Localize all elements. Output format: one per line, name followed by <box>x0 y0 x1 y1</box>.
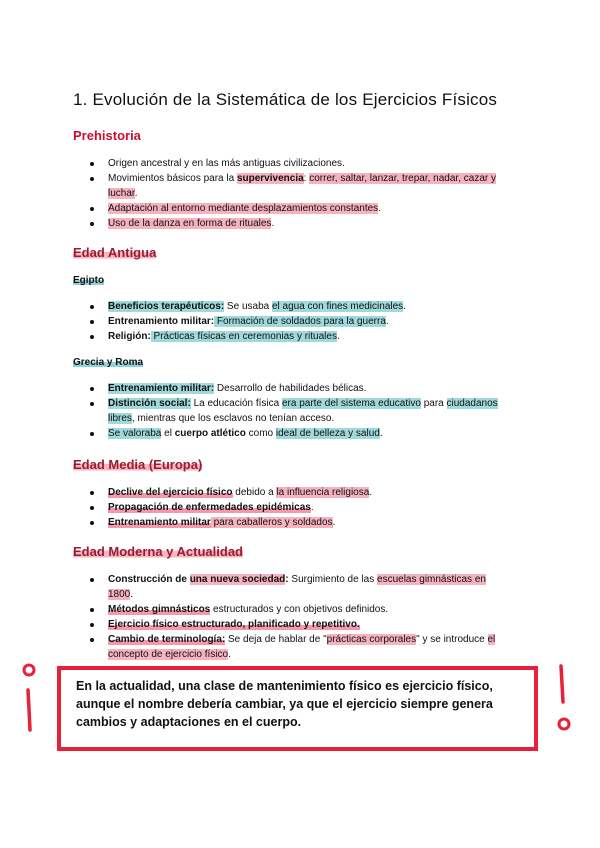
item-highlight: Formación de soldados para la guerra <box>214 316 386 327</box>
item-bold: Entrenamiento militar <box>108 517 211 528</box>
item-text: " y se introduce <box>416 634 488 645</box>
list-item <box>88 329 508 344</box>
section-title-text: Edad Moderna y Actualidad <box>73 544 243 559</box>
list-item <box>88 617 508 632</box>
item-text: . <box>369 487 373 498</box>
item-text: . <box>379 428 383 439</box>
item-text: . <box>378 203 381 214</box>
subsection-title-text: Egipto <box>73 275 105 286</box>
item-text: . <box>130 589 134 600</box>
item-text: . <box>134 188 138 199</box>
item-text: . <box>332 517 336 528</box>
moderna-list <box>88 572 508 662</box>
item-text: . <box>385 316 389 327</box>
item-text: estructurados y con objetivos definidos. <box>210 604 389 615</box>
item-highlight: la influencia religiosa <box>276 487 370 498</box>
item-bold: Construcción de <box>108 574 190 585</box>
list-item <box>88 396 508 426</box>
item-bold: Beneficios terapéuticos: <box>108 301 225 312</box>
section-title-moderna <box>73 544 243 559</box>
media-list <box>88 485 508 530</box>
item-text: . <box>310 502 314 513</box>
section-title-text: Edad Media (Europa) <box>73 457 203 472</box>
list-item <box>88 381 508 396</box>
item-bold: Religión: <box>108 331 151 342</box>
list-item <box>88 602 508 617</box>
item-text: . <box>336 331 340 342</box>
item-bold: Métodos gimnásticos <box>108 604 211 615</box>
prehistoria-list <box>88 156 508 231</box>
item-text: Se usaba <box>224 301 272 312</box>
list-item <box>88 426 508 441</box>
item-text: Desarrollo de habilidades bélicas. <box>214 383 367 394</box>
item-highlight: era parte del sistema educativo <box>281 398 421 409</box>
item-highlight: escuelas gimnásticas en 1800 <box>108 574 486 600</box>
document-title: 1. Evolución de la Sistemática de los Ejercicios Físicos <box>73 90 498 109</box>
item-bold: Ejercicio físico estructurado, planificado y repetitivo. <box>108 619 360 630</box>
item-text: Origen ancestral y en las más antiguas civilizaciones. <box>108 158 345 169</box>
item-text: Movimientos básicos para la <box>108 173 237 184</box>
item-bold: Cambio de terminología: <box>108 634 226 645</box>
subsection-title-grecia <box>73 357 143 368</box>
list-item <box>88 500 508 515</box>
item-highlight: correr, saltar, lanzar, trepar, nadar, cazar y luchar <box>108 173 496 199</box>
item-highlight: el concepto de ejercicio físico <box>108 634 496 660</box>
list-item <box>88 201 508 216</box>
egipto-list <box>88 299 508 344</box>
list-item <box>88 485 508 500</box>
list-item <box>88 515 508 530</box>
item-bold: Distinción social: <box>108 398 191 409</box>
item-bold: : <box>285 574 289 585</box>
item-highlight: Se valoraba <box>108 428 162 439</box>
subsection-title-egipto <box>73 275 104 286</box>
list-item <box>88 171 508 201</box>
list-item <box>88 314 508 329</box>
item-highlight: ciudadanos libres <box>108 398 498 424</box>
item-text: el <box>161 428 175 439</box>
item-highlight: para caballeros y soldados <box>210 517 333 528</box>
item-bold: Declive del ejercicio físico <box>108 487 233 498</box>
item-text: . <box>228 649 231 660</box>
list-item <box>88 216 508 231</box>
note-box <box>57 666 538 751</box>
item-text: para <box>420 398 447 409</box>
item-highlight: ideal de belleza y salud <box>275 428 380 439</box>
item-text: La educación física <box>190 398 282 409</box>
item-text: , mientras que los esclavos no tenían acceso. <box>131 413 335 424</box>
item-highlight: Uso de la danza en forma de rituales <box>108 218 272 229</box>
item-bold: cuerpo atlético <box>174 428 246 439</box>
item-highlight: Adaptación al entorno mediante desplazamientos constantes <box>108 203 379 214</box>
list-item <box>88 156 508 171</box>
item-bold: Propagación de enfermedades epidémicas <box>108 502 311 513</box>
item-highlight: el agua con fines medicinales <box>271 301 404 312</box>
list-item <box>88 299 508 314</box>
item-highlight: prácticas corporales <box>326 634 417 645</box>
section-title-text: Edad Antigua <box>73 245 157 260</box>
item-text: . <box>403 301 406 312</box>
item-text: como <box>245 428 276 439</box>
list-item <box>88 572 508 602</box>
list-item <box>88 632 508 662</box>
note-text: En la actualidad, una clase de mantenimiento físico es ejercicio físico, aunque el nombre debería cambiar, ya que el ejercicio siempre genera cambios y adaptaciones en el cuerpo. <box>76 679 493 729</box>
section-title-media <box>73 457 202 472</box>
item-bold: supervivencia <box>236 173 304 184</box>
item-bold: Entrenamiento militar: <box>108 383 215 394</box>
exclamation-doodle-icon <box>14 660 44 740</box>
item-bold: Entrenamiento militar: <box>108 316 215 327</box>
item-highlight: Prácticas físicas en ceremonias y rituales <box>150 331 337 342</box>
exclamation-doodle-icon <box>548 660 578 740</box>
item-bold-highlight: una nueva sociedad <box>189 574 286 585</box>
item-text: debido a <box>232 487 277 498</box>
subsection-title-text: Grecia y Roma <box>73 357 144 368</box>
section-title-text: Prehistoria <box>73 128 141 143</box>
item-text: Se deja de hablar de " <box>225 634 327 645</box>
grecia-list <box>88 381 508 441</box>
section-title-antigua <box>73 245 156 260</box>
item-text: . <box>271 218 275 229</box>
item-text: : <box>303 173 310 184</box>
item-text: Surgimiento de las <box>288 574 378 585</box>
section-title-prehistoria <box>73 128 141 143</box>
